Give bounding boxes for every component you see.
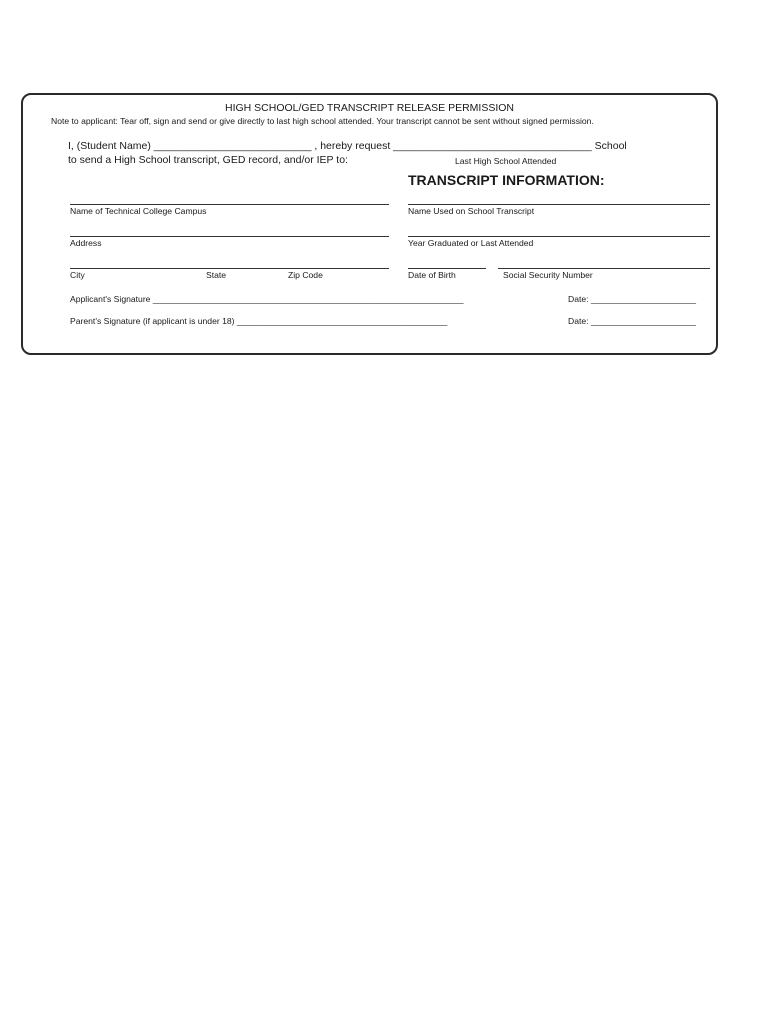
dob-field-line[interactable]: [408, 268, 486, 269]
year-label: Year Graduated or Last Attended: [408, 238, 534, 248]
transcript-info-heading: TRANSCRIPT INFORMATION:: [408, 172, 605, 188]
school-name-field-line[interactable]: [408, 204, 710, 205]
city-label: City: [70, 270, 85, 280]
address-field-line[interactable]: [70, 236, 389, 237]
campus-field-line[interactable]: [70, 204, 389, 205]
school-name-label: Name Used on School Transcript: [408, 206, 535, 216]
address-label: Address: [70, 238, 102, 248]
zip-label: Zip Code: [288, 270, 323, 280]
applicant-note: Note to applicant: Tear off, sign and send or give directly to last high school attended. Your transcript cannot be sent without signed permission.: [51, 116, 594, 126]
campus-label: Name of Technical College Campus: [70, 206, 207, 216]
city-state-zip-field-line[interactable]: [70, 268, 389, 269]
request-line: I, (Student Name) ___________________________ , hereby request __________________________________ School: [68, 140, 627, 152]
dob-label: Date of Birth: [408, 270, 456, 280]
last-school-caption: Last High School Attended: [455, 156, 557, 166]
ssn-label: Social Security Number: [503, 270, 593, 280]
transcript-release-form: [21, 93, 718, 355]
applicant-date-line[interactable]: Date: ______________________: [568, 294, 697, 304]
parent-date-line[interactable]: Date: ______________________: [568, 316, 697, 326]
state-label: State: [206, 270, 227, 280]
request-line-2: to send a High School transcript, GED record, and/or IEP to:: [68, 154, 348, 166]
form-title: HIGH SCHOOL/GED TRANSCRIPT RELEASE PERMISSION: [224, 102, 514, 114]
year-field-line[interactable]: [408, 236, 710, 237]
parent-signature-line[interactable]: Parent's Signature (if applicant is under 18) ____________________________________________: [70, 316, 448, 326]
ssn-field-line[interactable]: [498, 268, 710, 269]
applicant-signature-line[interactable]: Applicant's Signature _________________________________________________________________: [70, 294, 464, 304]
